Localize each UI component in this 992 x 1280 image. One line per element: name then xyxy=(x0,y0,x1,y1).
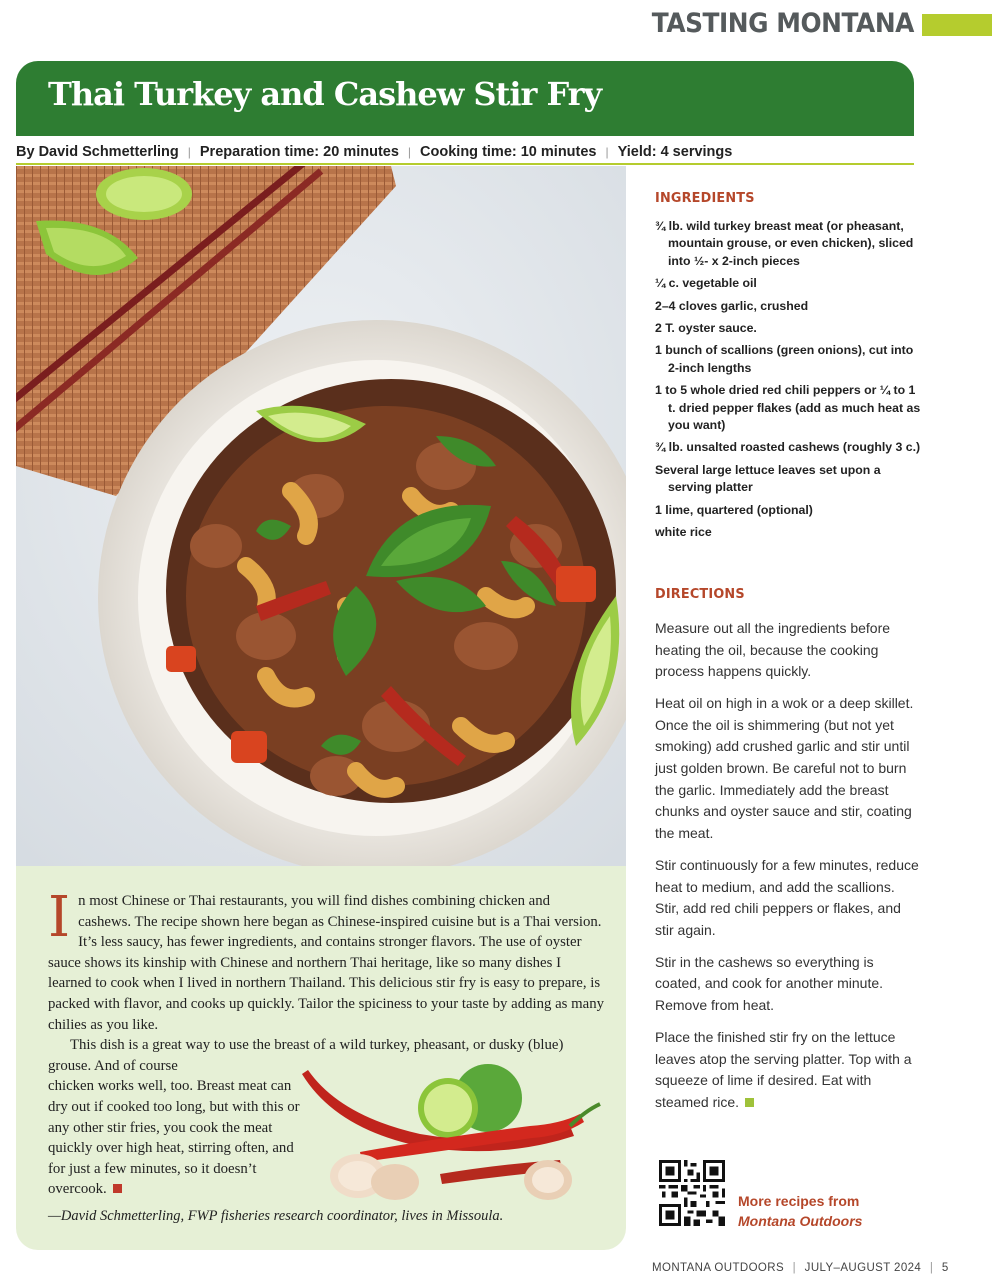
direction-step-final-text: Place the finished stir fry on the lettuce leaves atop the serving platter. Top with a squeeze of lime if desired. Eat with steamed rice. xyxy=(655,1029,912,1110)
section-tag: TASTING MONTANA xyxy=(651,8,914,39)
ingredients-section xyxy=(655,190,923,547)
chili-lime-garlic-illustration xyxy=(300,1056,606,1206)
author-signoff: —David Schmetterling, FWP fisheries research coordinator, lives in Missoula. xyxy=(48,1208,504,1224)
drop-cap: I xyxy=(48,885,71,950)
direction-step: Measure out all the ingredients before heating the oil, because the cooking process happens quickly. xyxy=(655,620,891,680)
byline-prep-time: Preparation time: 20 minutes xyxy=(199,144,399,160)
footer-divider: | xyxy=(929,1262,934,1274)
ingredient-item: 1 lime, quartered (optional) xyxy=(655,502,813,517)
footer-magazine: MONTANA OUTDOORS xyxy=(652,1262,785,1274)
ingredients-heading: INGREDIENTS xyxy=(655,190,755,206)
directions-heading: DIRECTIONS xyxy=(655,586,745,602)
ingredient-item: 2 T. oyster sauce. xyxy=(655,321,757,336)
ingredient-item: ¾ lb. unsalted roasted cashews (roughly 3 c.) xyxy=(655,440,921,455)
footer-page-number: 5 xyxy=(941,1262,949,1274)
ingredients-list xyxy=(655,218,923,542)
directions-section xyxy=(655,618,921,1124)
stir-fry-photo xyxy=(16,166,626,866)
ingredient-item: ¼ c. vegetable oil xyxy=(655,276,757,291)
recipe-title: Thai Turkey and Cashew Stir Fry xyxy=(48,75,602,113)
byline-cook-time: Cooking time: 10 minutes xyxy=(420,144,597,160)
ingredient-item: white rice xyxy=(655,525,712,540)
more-recipes-line-2: Montana Outdoors xyxy=(738,1212,863,1229)
page-footer xyxy=(652,1262,949,1274)
ingredient-item: 1 bunch of scallions (green onions), cut into 2-inch lengths xyxy=(655,343,914,375)
section-accent-bar xyxy=(922,14,992,36)
more-recipes-line-1: More recipes from xyxy=(738,1193,860,1209)
qr-code-icon[interactable] xyxy=(659,1160,725,1226)
footer-divider: | xyxy=(792,1262,797,1274)
byline-yield: Yield: 4 servings xyxy=(617,144,733,160)
intro-paragraph-1 xyxy=(48,885,605,1035)
title-banner xyxy=(16,61,914,136)
byline-divider: | xyxy=(187,145,191,159)
byline-divider: | xyxy=(605,145,609,159)
ingredient-item: 2–4 cloves garlic, crushed xyxy=(655,298,809,313)
footer-issue: JULY–AUGUST 2024 xyxy=(804,1262,922,1274)
intro-paragraph-2: This dish is a great way to use the breast of a wild turkey, pheasant, or dusky (blue) grouse. And of course xyxy=(48,1037,564,1074)
ingredient-item: 1 to 5 whole dried red chili peppers or ¼ to 1 t. dried pepper flakes (add as much heat as you want) xyxy=(655,383,921,433)
intro-paragraph-2-narrow-text: chicken works well, too. Breast meat can dry out if cooked too long, but with this or any other stir fries, you cook the meat quickly over high heat, stirring often, and for just a few minutes, so it doesn’t overcook. xyxy=(48,1078,300,1198)
end-mark-icon xyxy=(745,1098,754,1107)
direction-step: Stir continuously for a few minutes, reduce heat to medium, and add the scallions. Stir, add red chili peppers or flakes, and stir again. xyxy=(655,856,919,938)
ingredient-item: Several large lettuce leaves set upon a serving platter xyxy=(655,462,881,495)
more-recipes-link[interactable] xyxy=(738,1192,862,1231)
byline-author: By David Schmetterling xyxy=(16,144,179,160)
ingredient-item: ¾ lb. wild turkey breast meat (or pheasant, mountain grouse, or even chicken), sliced into ½- x 2-inch pieces xyxy=(655,219,914,268)
direction-step: Stir in the cashews so everything is coated, and cook for another minute. Remove from heat. xyxy=(655,953,884,1013)
direction-step-final xyxy=(655,1027,921,1113)
intro-paragraph-2-continued xyxy=(48,1076,304,1200)
end-mark-icon xyxy=(113,1184,122,1193)
byline xyxy=(16,141,914,165)
direction-step: Heat oil on high in a wok or a deep skillet. Once the oil is shimmering (but not yet smoking) add crushed garlic and stir until just golden brown. Be careful not to burn the garlic. Immediately add the breast chunks and oyster sauce and stir, coating the meat. xyxy=(655,695,914,841)
byline-divider: | xyxy=(407,145,412,159)
intro-paragraph-1-text: n most Chinese or Thai restaurants, you will find dishes combining chicken and cashews. The recipe shown here began as Chinese-inspired cuisine but is a Thai version. It’s less saucy, has fewer ingredients, and contains stronger flavors. The use of oyster sauce shows its kinship with Chinese and northern Thai heritage, like so many dishes I learned to cook when I lived in northern Thailand. This delicious stir fry is easy to prepare, is packed with flavor, and cooks up quickly. Tailor the spiciness to your taste by adding as many chilies as you like. xyxy=(48,893,605,1033)
